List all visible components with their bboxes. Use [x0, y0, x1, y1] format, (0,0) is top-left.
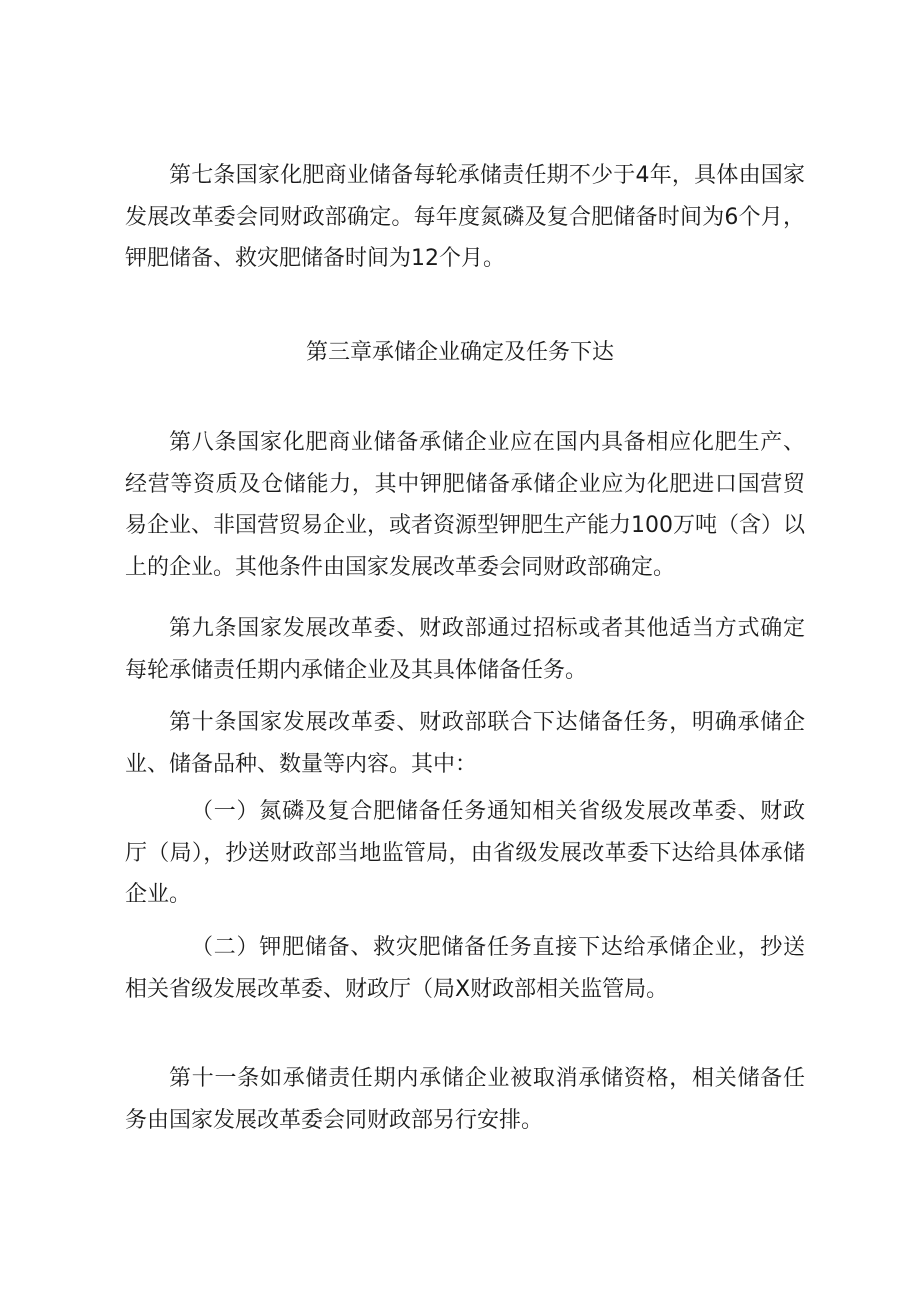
article-8: 第八条国家化肥商业储备承储企业应在国内具备相应化肥生产、经营等资质及仓储能力，其中钾肥储备承储企业应为化肥进口国营贸易企业、非国营贸易企业，或者资源型钾肥生产能力100万吨（含）以上的企业。其他条件由国家发展改革委会同财政部确定。 — [125, 430, 805, 580]
article-9: 第九条国家发展改革委、财政部通过招标或者其他适当方式确定每轮承储责任期内承储企业及其具体储备任务。 — [125, 616, 805, 683]
article-10-item-1: （一）氮磷及复合肥储备任务通知相关省级发展改革委、财政厅（局），抄送财政部当地监管局，由省级发展改革委下达给具体承储企业。 — [125, 799, 805, 907]
article-11: 第十一条如承储责任期内承储企业被取消承储资格，相关储备任务由国家发展改革委会同财政部另行安排。 — [125, 1066, 805, 1133]
article-10-item-2: （二）钾肥储备、救灾肥储备任务直接下达给承储企业，抄送相关省级发展改革委、财政厅（局X财政部相关监管局。 — [125, 935, 805, 1002]
article-10: 第十条国家发展改革委、财政部联合下达储备任务，明确承储企业、储备品种、数量等内容。其中： — [125, 710, 805, 777]
article-7: 第七条国家化肥商业储备每轮承储责任期不少于4年，具体由国家发展改革委会同财政部确定。每年度氮磷及复合肥储备时间为6个月，钾肥储备、救灾肥储备时间为12个月。 — [125, 163, 805, 271]
chapter-3-title: 第三章承储企业确定及任务下达 — [305, 340, 614, 365]
